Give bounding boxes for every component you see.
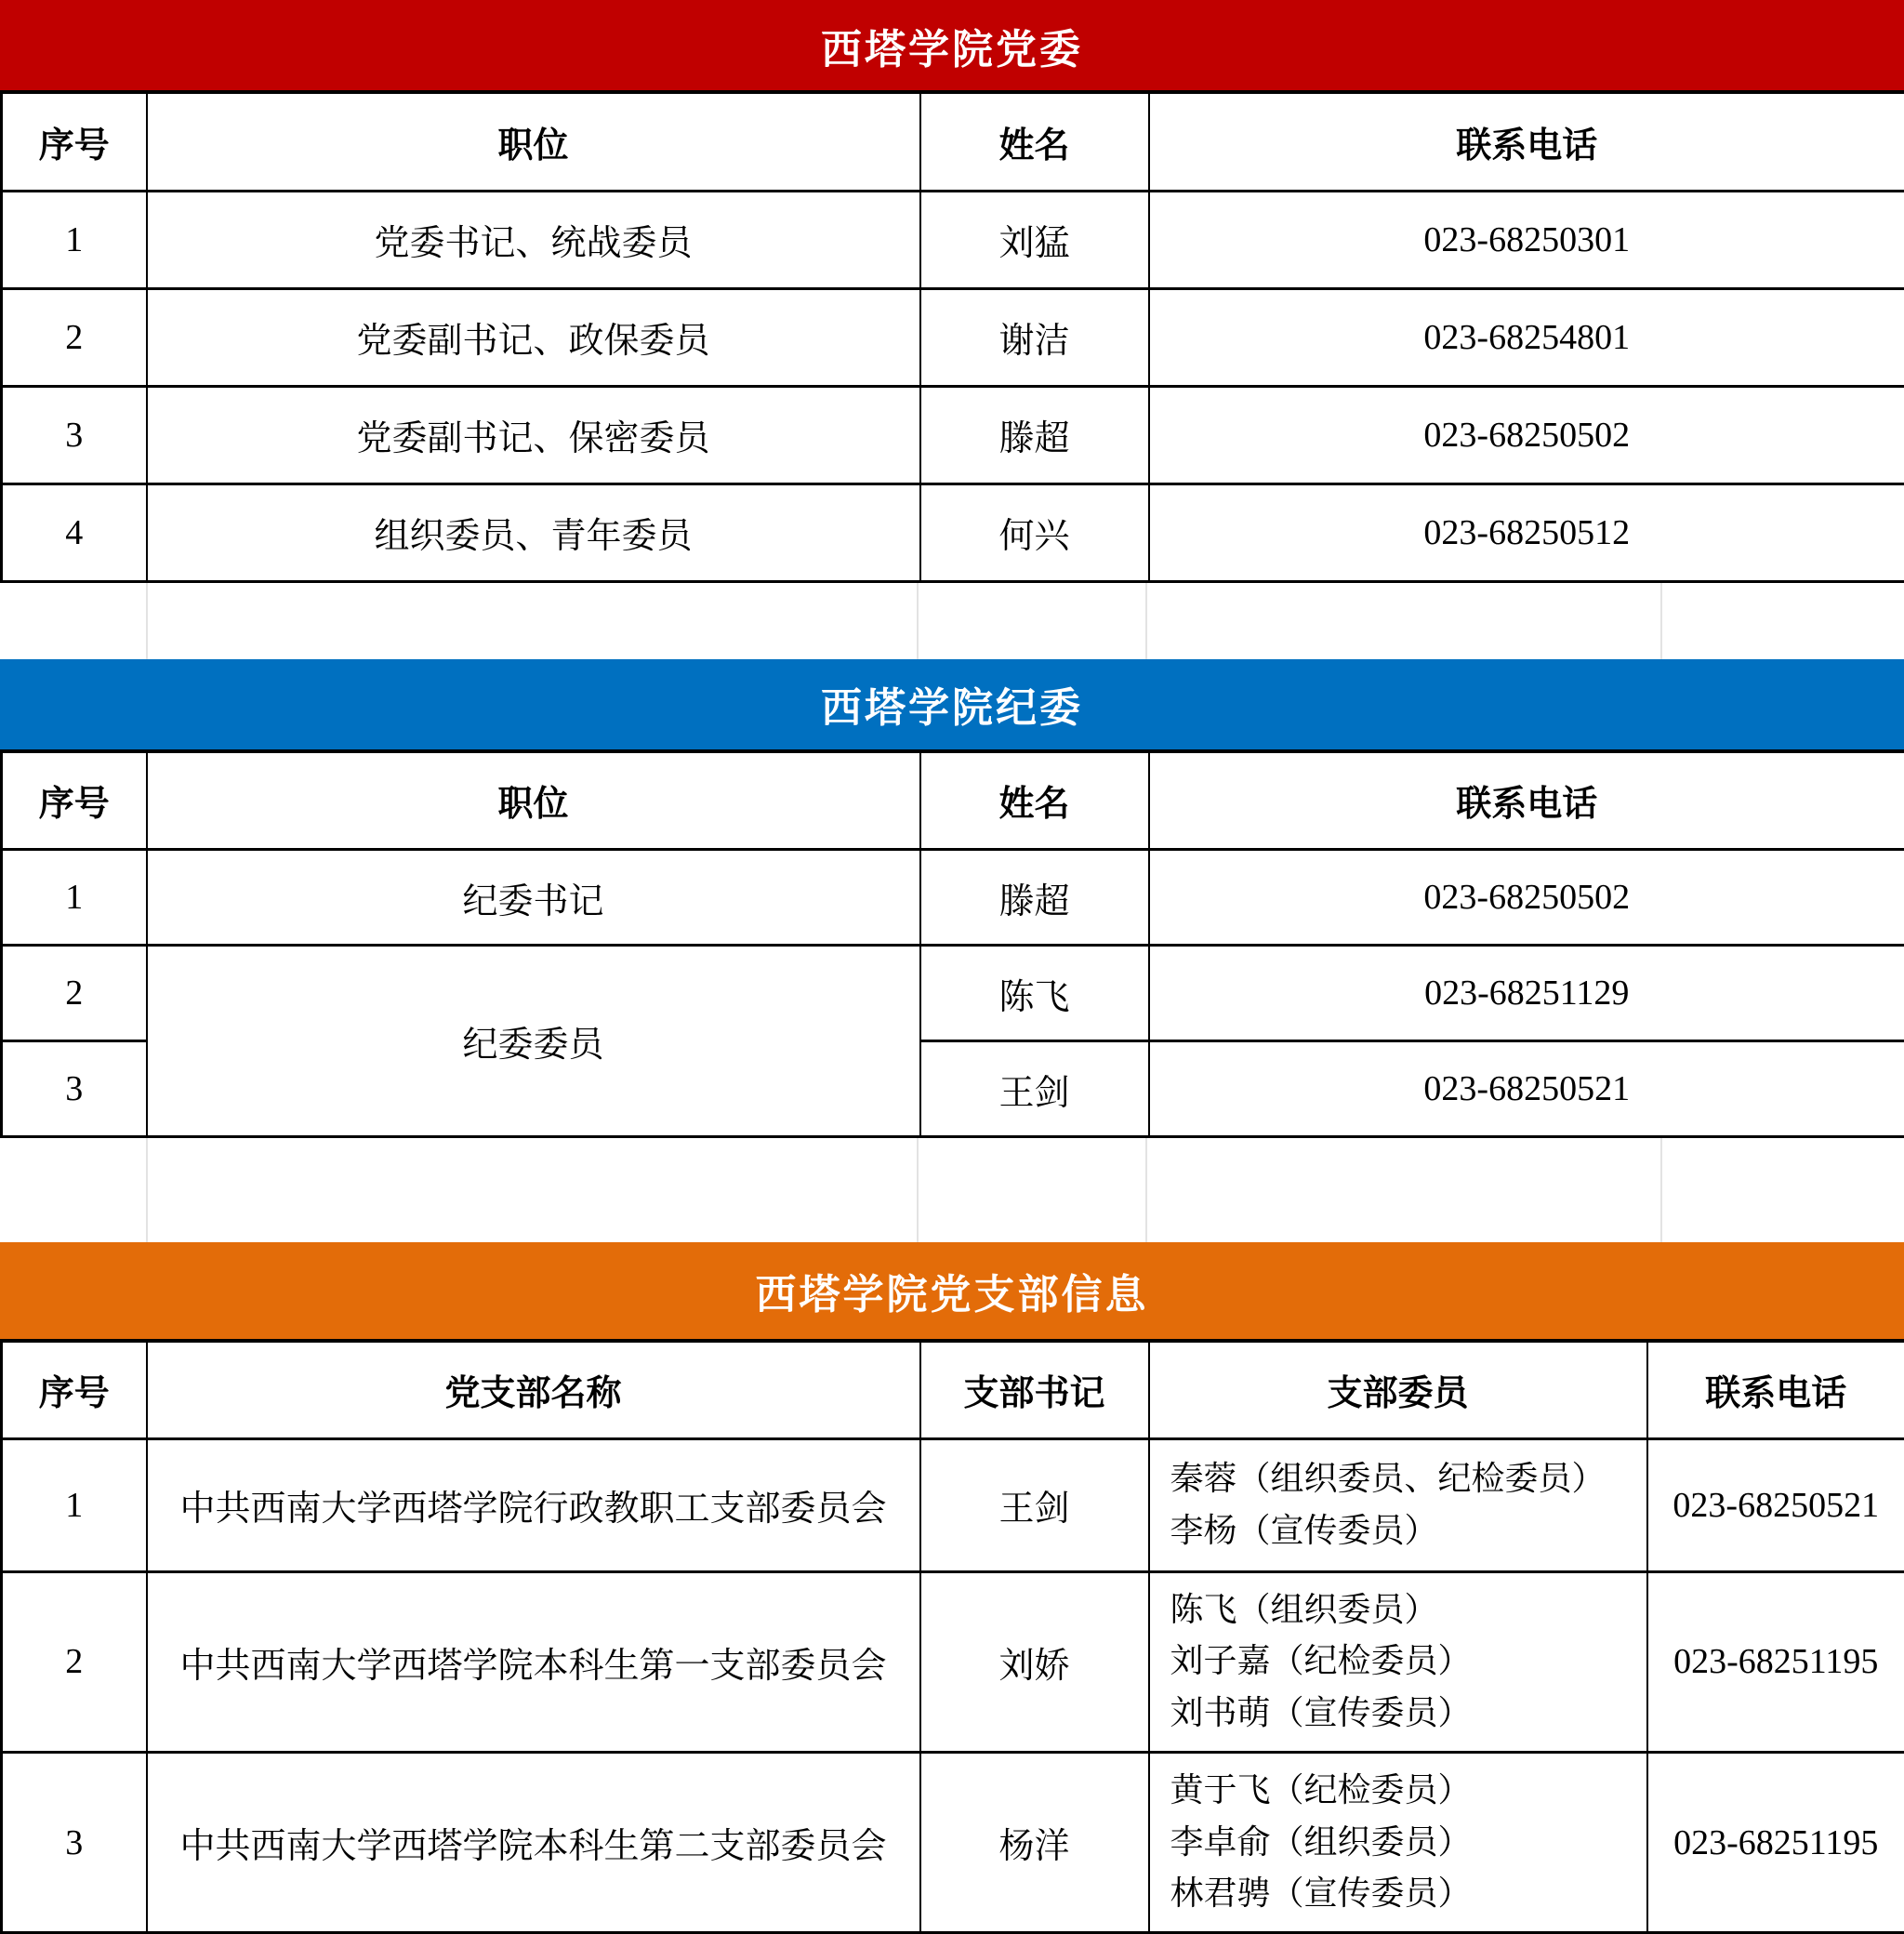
column-header-position: 职位 [147,751,920,850]
gridline [917,583,919,659]
secretary-cell: 王剑 [920,1438,1149,1571]
position-cell: 组织委员、青年委员 [147,484,920,581]
seq-cell: 1 [2,850,147,946]
section-party-branches [0,1242,1904,1934]
gridline [917,1138,919,1242]
member-line: 李杨（宣传委员） [1170,1505,1637,1557]
name-cell: 刘猛 [920,191,1149,288]
seq-cell: 3 [2,386,147,484]
seq-cell: 3 [2,1752,147,1932]
member-line: 陈飞（组织委员） [1170,1584,1637,1636]
discipline-committee-table [0,749,1904,1139]
members-cell [1149,1438,1647,1571]
column-header-position: 职位 [147,92,920,191]
phone-cell: 023-68250502 [1149,850,1904,946]
discipline-committee-title: 西塔学院纪委 [821,674,1083,734]
table-row [2,191,1904,288]
phone-cell: 023-68250512 [1149,484,1904,581]
member-line: 林君骋（宣传委员） [1170,1868,1637,1920]
party-branches-table [0,1339,1904,1934]
column-header-seq: 序号 [2,1341,147,1438]
gridline [1660,583,1662,659]
phone-cell: 023-68250502 [1149,386,1904,484]
seq-cell: 1 [2,191,147,288]
table-spacer [0,1138,1904,1242]
table-row [2,1752,1904,1932]
party-branches-title: 西塔学院党支部信息 [756,1261,1149,1320]
branch-cell: 中共西南大学西塔学院行政教职工支部委员会 [147,1438,920,1571]
header-row [2,751,1904,850]
column-header-members: 支部委员 [1149,1341,1647,1438]
party-committee-title: 西塔学院党委 [821,16,1083,75]
phone-cell: 023-68251195 [1647,1752,1904,1932]
member-line: 黄于飞（纪检委员） [1170,1765,1637,1817]
column-header-seq: 序号 [2,751,147,850]
gridline [1145,1138,1147,1242]
name-cell: 何兴 [920,484,1149,581]
branch-cell: 中共西南大学西塔学院本科生第一支部委员会 [147,1571,920,1752]
table-row [2,1571,1904,1752]
gridline [146,583,148,659]
member-line: 刘书萌（宣传委员） [1170,1688,1637,1740]
seq-cell: 1 [2,1438,147,1571]
table-spacer [0,583,1904,659]
party-branches-title-band [0,1242,1904,1339]
column-header-phone: 联系电话 [1647,1341,1904,1438]
branch-cell: 中共西南大学西塔学院本科生第二支部委员会 [147,1752,920,1932]
member-line: 刘子嘉（纪检委员） [1170,1636,1637,1688]
header-row [2,1341,1904,1438]
name-cell: 滕超 [920,386,1149,484]
seq-cell: 2 [2,288,147,386]
column-header-phone: 联系电话 [1149,92,1904,191]
name-cell: 王剑 [920,1041,1149,1137]
header-row [2,92,1904,191]
name-cell: 陈飞 [920,946,1149,1041]
seq-cell: 2 [2,1571,147,1752]
member-line: 秦蓉（组织委员、纪检委员） [1170,1453,1637,1505]
column-header-name: 姓名 [920,92,1149,191]
column-header-phone: 联系电话 [1149,751,1904,850]
phone-cell: 023-68250301 [1149,191,1904,288]
phone-cell: 023-68250521 [1647,1438,1904,1571]
name-cell: 滕超 [920,850,1149,946]
phone-cell: 023-68251129 [1149,946,1904,1041]
seq-cell: 4 [2,484,147,581]
column-header-seq: 序号 [2,92,147,191]
phone-cell: 023-68251195 [1647,1571,1904,1752]
position-cell-merged: 纪委委员 [147,946,920,1137]
table-row [2,386,1904,484]
table-row [2,850,1904,946]
table-row [2,1438,1904,1571]
position-cell: 党委副书记、保密委员 [147,386,920,484]
section-party-committee [0,0,1904,583]
position-cell: 党委书记、统战委员 [147,191,920,288]
party-committee-title-band [0,0,1904,90]
discipline-committee-title-band [0,659,1904,749]
member-line: 李卓俞（组织委员） [1170,1817,1637,1869]
gridline [1660,1138,1662,1242]
phone-cell: 023-68254801 [1149,288,1904,386]
column-header-secretary: 支部书记 [920,1341,1149,1438]
secretary-cell: 刘娇 [920,1571,1149,1752]
gridline [1145,583,1147,659]
position-cell: 党委副书记、政保委员 [147,288,920,386]
phone-cell: 023-68250521 [1149,1041,1904,1137]
table-row [2,484,1904,581]
gridline [146,1138,148,1242]
members-cell [1149,1752,1647,1932]
table-row [2,288,1904,386]
column-header-name: 姓名 [920,751,1149,850]
table-row [2,946,1904,1041]
name-cell: 谢洁 [920,288,1149,386]
column-header-branch: 党支部名称 [147,1341,920,1438]
position-cell: 纪委书记 [147,850,920,946]
members-cell [1149,1571,1647,1752]
seq-cell: 3 [2,1041,147,1137]
party-committee-table [0,90,1904,583]
secretary-cell: 杨洋 [920,1752,1149,1932]
seq-cell: 2 [2,946,147,1041]
section-discipline-committee [0,659,1904,1139]
